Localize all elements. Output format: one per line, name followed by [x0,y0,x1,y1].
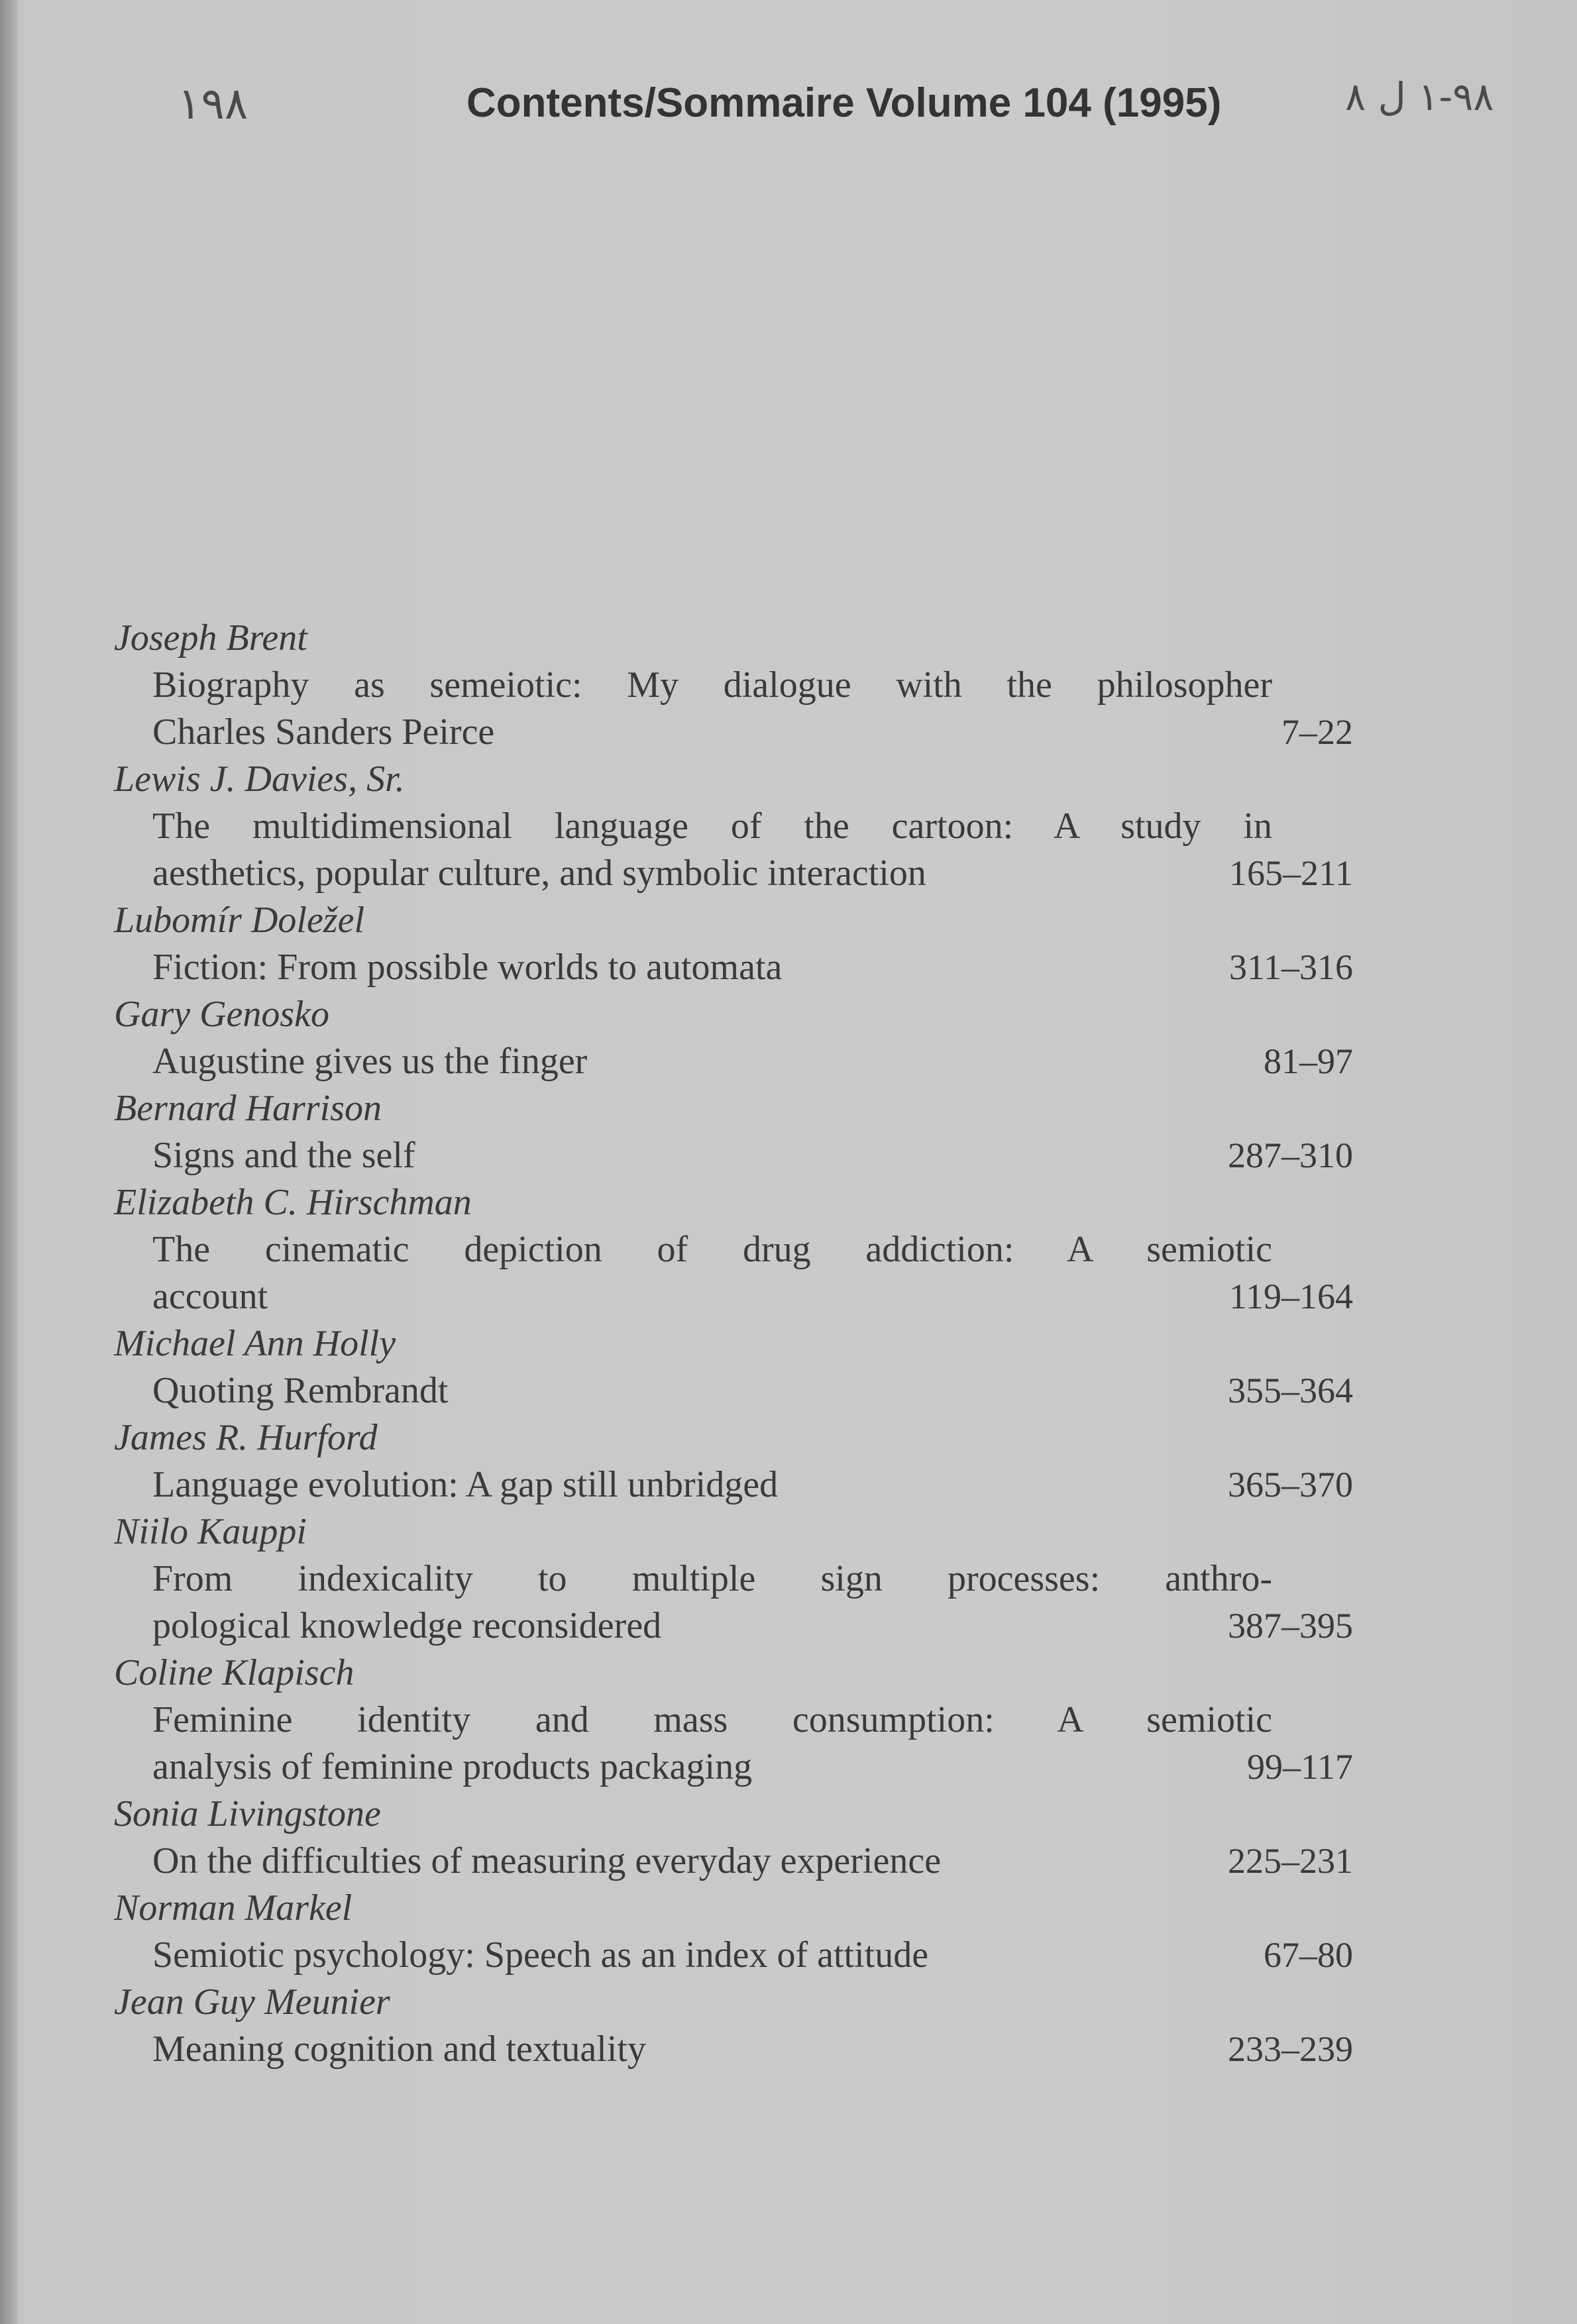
entry-page-range: 119–164 [1229,1277,1353,1316]
entry-title-row [114,1838,1353,1885]
contents-list [114,615,1353,2073]
entry-title-line: Meaning cognition and textuality [152,2029,646,2070]
entry-title-line: pological knowledge reconsidered [152,1605,662,1646]
entry-title-row [114,1697,1353,1744]
contents-entry [114,615,1353,756]
contents-entry [114,1650,1353,1791]
entry-title-line: Biography as semeiotic: My dialogue with the philosopher [152,664,1272,706]
entry-title-line: Augustine gives us the finger [152,1041,588,1082]
entry-page-range: 365–370 [1228,1465,1353,1505]
entry-author: Gary Genosko [114,994,330,1035]
entry-title-row [114,1367,1353,1414]
entry-author: Niilo Kauppi [114,1511,307,1552]
contents-entry [114,897,1353,991]
page-title: Contents/Sommaire Volume 104 (1995) [466,80,1222,126]
entry-title-row [114,2026,1353,2073]
entry-title-line: Charles Sanders Peirce [152,712,495,753]
entry-author: Bernard Harrison [114,1088,382,1129]
entry-author: Norman Markel [114,1887,353,1928]
entry-page-range: 225–231 [1228,1841,1353,1881]
entry-page-range: 81–97 [1264,1041,1353,1081]
entry-page-range: 387–395 [1228,1606,1353,1646]
contents-entry [114,1179,1353,1320]
entry-title-row [114,944,1353,991]
entry-title-line: The cinematic depiction of drug addiction: A semiotic [152,1229,1272,1270]
entry-title-row [114,1603,1353,1650]
entry-title-row [114,1226,1353,1273]
contents-entry [114,1085,1353,1179]
entry-author: Coline Klapisch [114,1652,354,1693]
entry-title-row [114,1461,1353,1508]
entry-page-range: 67–80 [1264,1935,1353,1975]
entry-title-line: Signs and the self [152,1135,415,1176]
handwritten-note-left: ١٩٨ [178,78,248,129]
entry-page-range: 233–239 [1228,2029,1353,2069]
entry-title-line: aesthetics, popular culture, and symbolic interaction [152,853,926,894]
entry-author: Jean Guy Meunier [114,1981,390,2023]
contents-entry [114,1885,1353,1979]
contents-entry [114,756,1353,897]
entry-page-range: 355–364 [1228,1371,1353,1410]
entry-title-row [114,803,1353,850]
entry-title-line: Quoting Rembrandt [152,1370,449,1411]
entry-title-row [114,1132,1353,1179]
handwritten-note-right: ٩٨-١ ل ٨ [1345,74,1494,119]
entry-title-row [114,1556,1353,1603]
book-spine-shadow [0,0,17,2324]
entry-author: Joseph Brent [114,617,307,659]
entry-author: Elizabeth C. Hirschman [114,1182,472,1223]
entry-title-row [114,850,1353,897]
entry-title-row [114,1038,1353,1085]
contents-entry [114,1791,1353,1885]
entry-page-range: 7–22 [1281,712,1353,752]
entry-title-row [114,709,1353,756]
entry-title-line: analysis of feminine products packaging [152,1746,753,1787]
entry-page-range: 165–211 [1229,853,1353,893]
entry-author: Lubomír Doležel [114,900,364,941]
entry-page-range: 287–310 [1228,1136,1353,1175]
entry-title-line: Language evolution: A gap still unbridged [152,1464,779,1505]
entry-author: Lewis J. Davies, Sr. [114,759,405,800]
entry-title-line: Semiotic psychology: Speech as an index of attitude [152,1934,929,1976]
contents-entry [114,1979,1353,2073]
entry-title-row [114,662,1353,709]
entry-title-row [114,1744,1353,1791]
entry-title-row [114,1932,1353,1979]
entry-title-line: The multidimensional language of the cartoon: A study in [152,806,1272,847]
entry-title-line: On the difficulties of measuring everyday experience [152,1840,942,1881]
entry-title-line: From indexicality to multiple sign processes: anthro- [152,1558,1272,1599]
contents-entry [114,1320,1353,1414]
entry-title-line: Feminine identity and mass consumption: A semiotic [152,1699,1272,1740]
entry-author: Michael Ann Holly [114,1323,396,1364]
entry-page-range: 99–117 [1247,1747,1353,1787]
entry-author: Sonia Livingstone [114,1793,381,1834]
contents-entry [114,991,1353,1085]
contents-entry [114,1414,1353,1508]
entry-title-row [114,1273,1353,1320]
entry-title-line: account [152,1276,268,1317]
entry-page-range: 311–316 [1229,947,1353,987]
entry-title-line: Fiction: From possible worlds to automata [152,947,783,988]
contents-entry [114,1508,1353,1650]
entry-author: James R. Hurford [114,1417,378,1458]
